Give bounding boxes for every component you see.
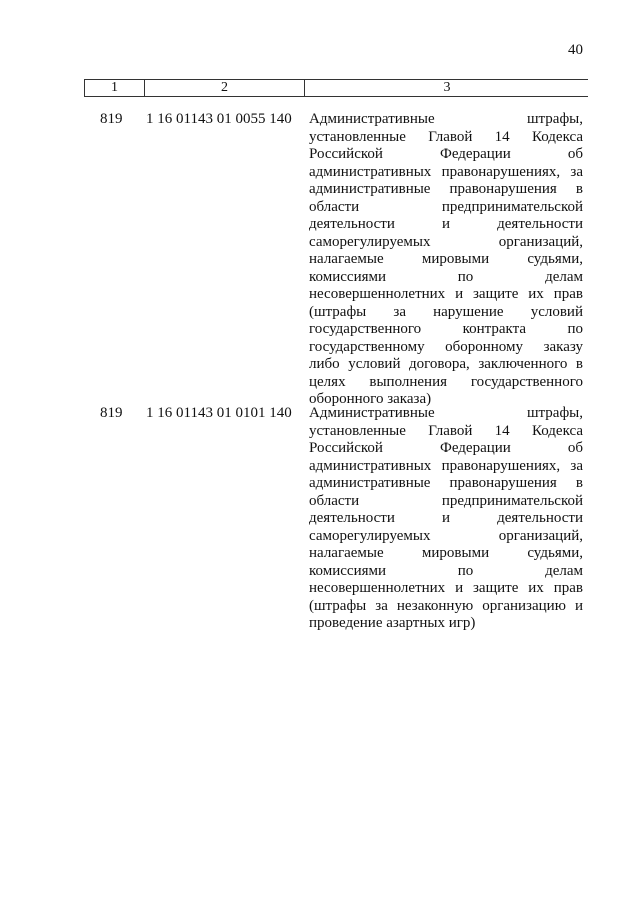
description-line: саморегулируемых организаций, [309,527,583,544]
description-line: (штрафы за незаконную организацию и [309,597,583,614]
description-line: Российской Федерации об [309,146,583,162]
description-line: административных правонарушениях, за [309,163,583,180]
description-line: налагаемые мировыми судьями, [309,251,583,267]
admin-code: 819 [100,405,123,421]
description [309,111,583,409]
description-line: целях выполнения государственного [309,373,583,390]
description-line: области предпринимательской [309,198,583,215]
description-line: комиссиями по делам [309,268,583,285]
column-header-1: 1 [85,80,145,96]
description-line: Российской Федерации об [309,440,583,456]
description-line: установленные Главой 14 Кодекса [309,128,583,145]
budget-code: 1 16 01143 01 0101 140 [146,405,292,421]
description-line: налагаемые мировыми судьями, [309,545,583,561]
page-number: 40 [568,42,583,58]
description-line: Административные штрафы, [309,405,583,421]
description-line: государственного контракта по [309,321,583,337]
description-line: Административные штрафы, [309,111,583,127]
description-line: несовершеннолетних и защите их прав [309,580,583,596]
description-line: деятельности и деятельности [309,216,583,232]
table-header [84,79,588,97]
description-line: деятельности и деятельности [309,510,583,526]
description-line: оборонного заказа) [309,391,432,407]
description [309,405,583,633]
description-line: либо условий договора, заключенного в [309,356,583,372]
description-line: (штрафы за нарушение условий [309,303,583,320]
description-line: комиссиями по делам [309,562,583,579]
description-line: проведение азартных игр) [309,615,476,631]
description-line: административные правонарушения в [309,181,583,197]
description-line: области предпринимательской [309,492,583,509]
description-line: саморегулируемых организаций, [309,233,583,250]
column-header-2: 2 [145,80,305,96]
budget-code: 1 16 01143 01 0055 140 [146,111,292,127]
column-header-3: 3 [443,80,451,95]
description-line: административные правонарушения в [309,475,583,491]
description-line: административных правонарушениях, за [309,457,583,474]
description-line: несовершеннолетних и защите их прав [309,286,583,302]
admin-code: 819 [100,111,123,127]
description-line: установленные Главой 14 Кодекса [309,422,583,439]
description-line: государственному оборонному заказу [309,338,583,355]
